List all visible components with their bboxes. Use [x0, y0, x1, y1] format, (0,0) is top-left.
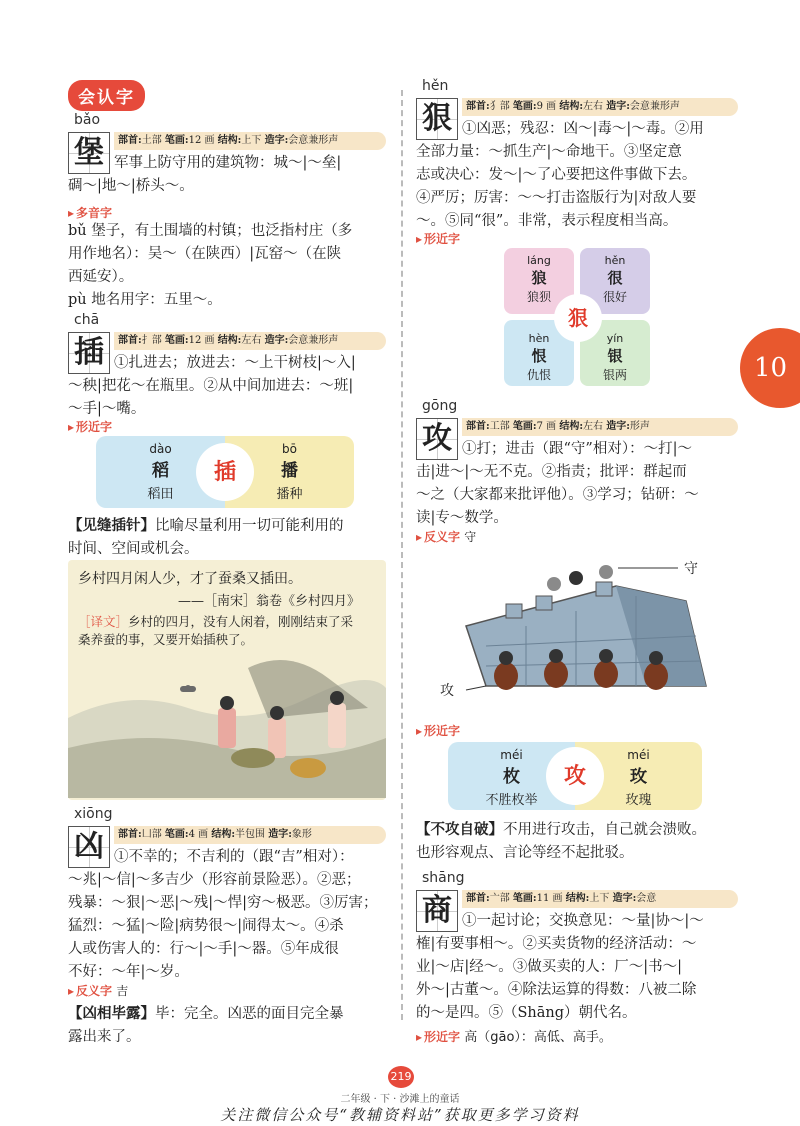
poem-line: 乡村四月闲人少，才了蚕桑又插田。 — [78, 571, 302, 587]
label-gong: 攻 — [440, 683, 454, 699]
definition-line: ①凶恶；残忍：凶～|毒～|～毒。②用 — [462, 121, 704, 137]
divider — [401, 90, 403, 1020]
character-box: 狠 — [416, 98, 458, 140]
definition-line: ～秧|把花～在瓶里。②从中间加进去：～班| — [68, 378, 354, 394]
pinyin: hěn — [422, 78, 449, 94]
poem-box — [68, 560, 386, 800]
similar-chars-box — [96, 436, 354, 508]
similar-chars-box — [448, 742, 702, 810]
definition-line: 外～|古董～。④除法运算的得数：八被二除 — [416, 982, 697, 998]
similar-char-right: méi 玫 玫瑰 — [575, 742, 702, 810]
grid-cell: yín 银 银两 — [580, 320, 650, 386]
definition-line: ～兆|～信|～多吉少（形容前景险恶）。②恶； — [68, 872, 361, 888]
footer-note: 关注微信公众号“教辅资料站”获取更多学习资料 — [220, 1106, 580, 1124]
grid-center: 狠 — [554, 294, 602, 342]
poem-source: ——［南宋］翁卷《乡村四月》 — [178, 594, 361, 609]
similar-chars-grid — [504, 248, 652, 388]
duoyin-line: bǔ 堡子，有土围墙的村镇；也泛指村庄（多 — [68, 223, 353, 239]
section-tag: 会认字 — [68, 80, 145, 111]
pinyin: gōng — [422, 398, 458, 414]
pinyin: xiōng — [74, 806, 113, 822]
definition-line: 全部力量：～抓生产|～命地干。③坚定意 — [416, 144, 682, 160]
definition-line: 人或伤害人的：行～|～手|～器。⑤年成很 — [68, 941, 339, 957]
pinyin: shāng — [422, 870, 465, 886]
similar-char-center: 攻 — [546, 747, 604, 805]
grid-cell: láng 狼 狼狈 — [504, 248, 574, 314]
info-bar: 部首:扌部 笔画:12 画 结构:左右 造字:会意兼形声 — [114, 332, 386, 350]
duoyin-line: 用作地名）：吴～（在陕西）|瓦窑～（在陕 — [68, 246, 342, 262]
definition-line: 的～是四。⑤（Shāng）朝代名。 — [416, 1005, 637, 1021]
idiom: 【凶相毕露】毕：完全。凶恶的面目完全暴 露出来了。 — [68, 1005, 344, 1045]
definition-line: ①扎进去；放进去：～上干树枝|～入| — [114, 355, 356, 371]
definition-line: 军事上防守用的建筑物：城～|～垒| — [114, 155, 342, 171]
duoyin-line: 西延安）。 — [68, 269, 134, 285]
definition-line: ①打；进击（跟“守”相对）：～打|～ — [462, 441, 692, 457]
definition-line: ④严厉；厉害：～～打击盗版行为|对敌人要 — [416, 190, 697, 206]
definition-line: 残暴：～狠|～恶|～残|～悍|穷～极恶。③厉害； — [68, 895, 378, 911]
rural-painting — [68, 648, 386, 798]
definition-line: 不好：～年|～岁。 — [68, 964, 189, 980]
definition-line: ～。⑤同“很”。非常，表示程度相当高。 — [416, 213, 678, 229]
fanyi-label: ▸ 反义字 吉 — [68, 982, 128, 999]
definition-line: ～之（大家都来批评他）。③学习；钻研：～ — [416, 487, 699, 503]
definition-line: 碉～|地～|桥头～。 — [68, 178, 194, 194]
definition-line: ～手|～嘴。 — [68, 401, 146, 417]
definition-line: 击|进～|～无不克。②指责；批评：群起而 — [416, 464, 687, 480]
fanyi-label: ▸ 反义字 守 — [416, 528, 476, 545]
xingjin-label: ▸ 形近字 — [416, 722, 460, 739]
info-bar: 部首:犭部 笔画:9 画 结构:左右 造字:会意兼形声 — [462, 98, 738, 116]
character-box: 商 — [416, 890, 458, 932]
grid-cell: hěn 很 很好 — [580, 248, 650, 314]
poem-translation: ［译文］乡村的四月，没有人闲着，刚刚结束了采 桑养蚕的事，又要开始插秧了。 — [78, 614, 354, 647]
idiom: 【不攻自破】不用进行攻击，自己就会溃败。 也形容观点、言论等经不起批驳。 — [416, 821, 706, 861]
definition-line: ①一起讨论；交换意见：～量|协～|～ — [462, 913, 704, 929]
duoyin-label: ▸ 多音字 — [68, 204, 112, 221]
definition-line: 读|专～数学。 — [416, 510, 508, 526]
page-number: 219 — [388, 1066, 414, 1088]
definition-line: 志或决心：发～|～了心要把这件事做下去。 — [416, 167, 697, 183]
xingjin-label: ▸ 形近字 — [416, 230, 460, 247]
character-box: 凶 — [68, 826, 110, 868]
info-bar: 部首:凵部 笔画:4 画 结构:半包围 造字:象形 — [114, 826, 386, 844]
definition-line: 榷|有要事相～。②买卖货物的经济活动：～ — [416, 936, 697, 952]
info-bar: 部首:亠部 笔画:11 画 结构:上下 造字:会意 — [462, 890, 738, 908]
label-shou: 守 — [684, 561, 698, 577]
xingjin-label: ▸ 形近字 — [68, 418, 112, 435]
duoyin-line: pù 地名用字：五里～。 — [68, 292, 222, 308]
character-box: 堡 — [68, 132, 110, 174]
xingjin-label: ▸ 形近字 高（gāo）：高低、高手。 — [416, 1026, 612, 1045]
similar-char-left: dào 稻 稻田 — [96, 436, 225, 508]
footer-subtitle: 二年级 · 下 · 沙滩上的童话 — [340, 1094, 460, 1105]
castle-siege-illustration — [446, 556, 738, 706]
character-box: 插 — [68, 332, 110, 374]
definition-line: ①不幸的；不吉利的（跟“吉”相对）： — [114, 849, 354, 865]
pinyin: bǎo — [74, 112, 101, 128]
similar-char-center: 插 — [196, 443, 254, 501]
idiom: 【见缝插针】比喻尽量利用一切可能利用的 时间、空间或机会。 — [68, 517, 344, 557]
info-bar: 部首:土部 笔画:12 画 结构:上下 造字:会意兼形声 — [114, 132, 386, 150]
pinyin: chā — [74, 312, 100, 328]
grid-cell: hèn 恨 仇恨 — [504, 320, 574, 386]
similar-char-right: bō 播 播种 — [225, 436, 354, 508]
chapter-tab: 10 — [740, 328, 800, 408]
definition-line: 业|～店|经～。③做买卖的人：厂～|书～| — [416, 959, 683, 975]
similar-char-left: méi 枚 不胜枚举 — [448, 742, 575, 810]
character-box: 攻 — [416, 418, 458, 460]
info-bar: 部首:工部 笔画:7 画 结构:左右 造字:形声 — [462, 418, 738, 436]
definition-line: 猛烈：～猛|～险|病势很～|闹得太～。④杀 — [68, 918, 344, 934]
